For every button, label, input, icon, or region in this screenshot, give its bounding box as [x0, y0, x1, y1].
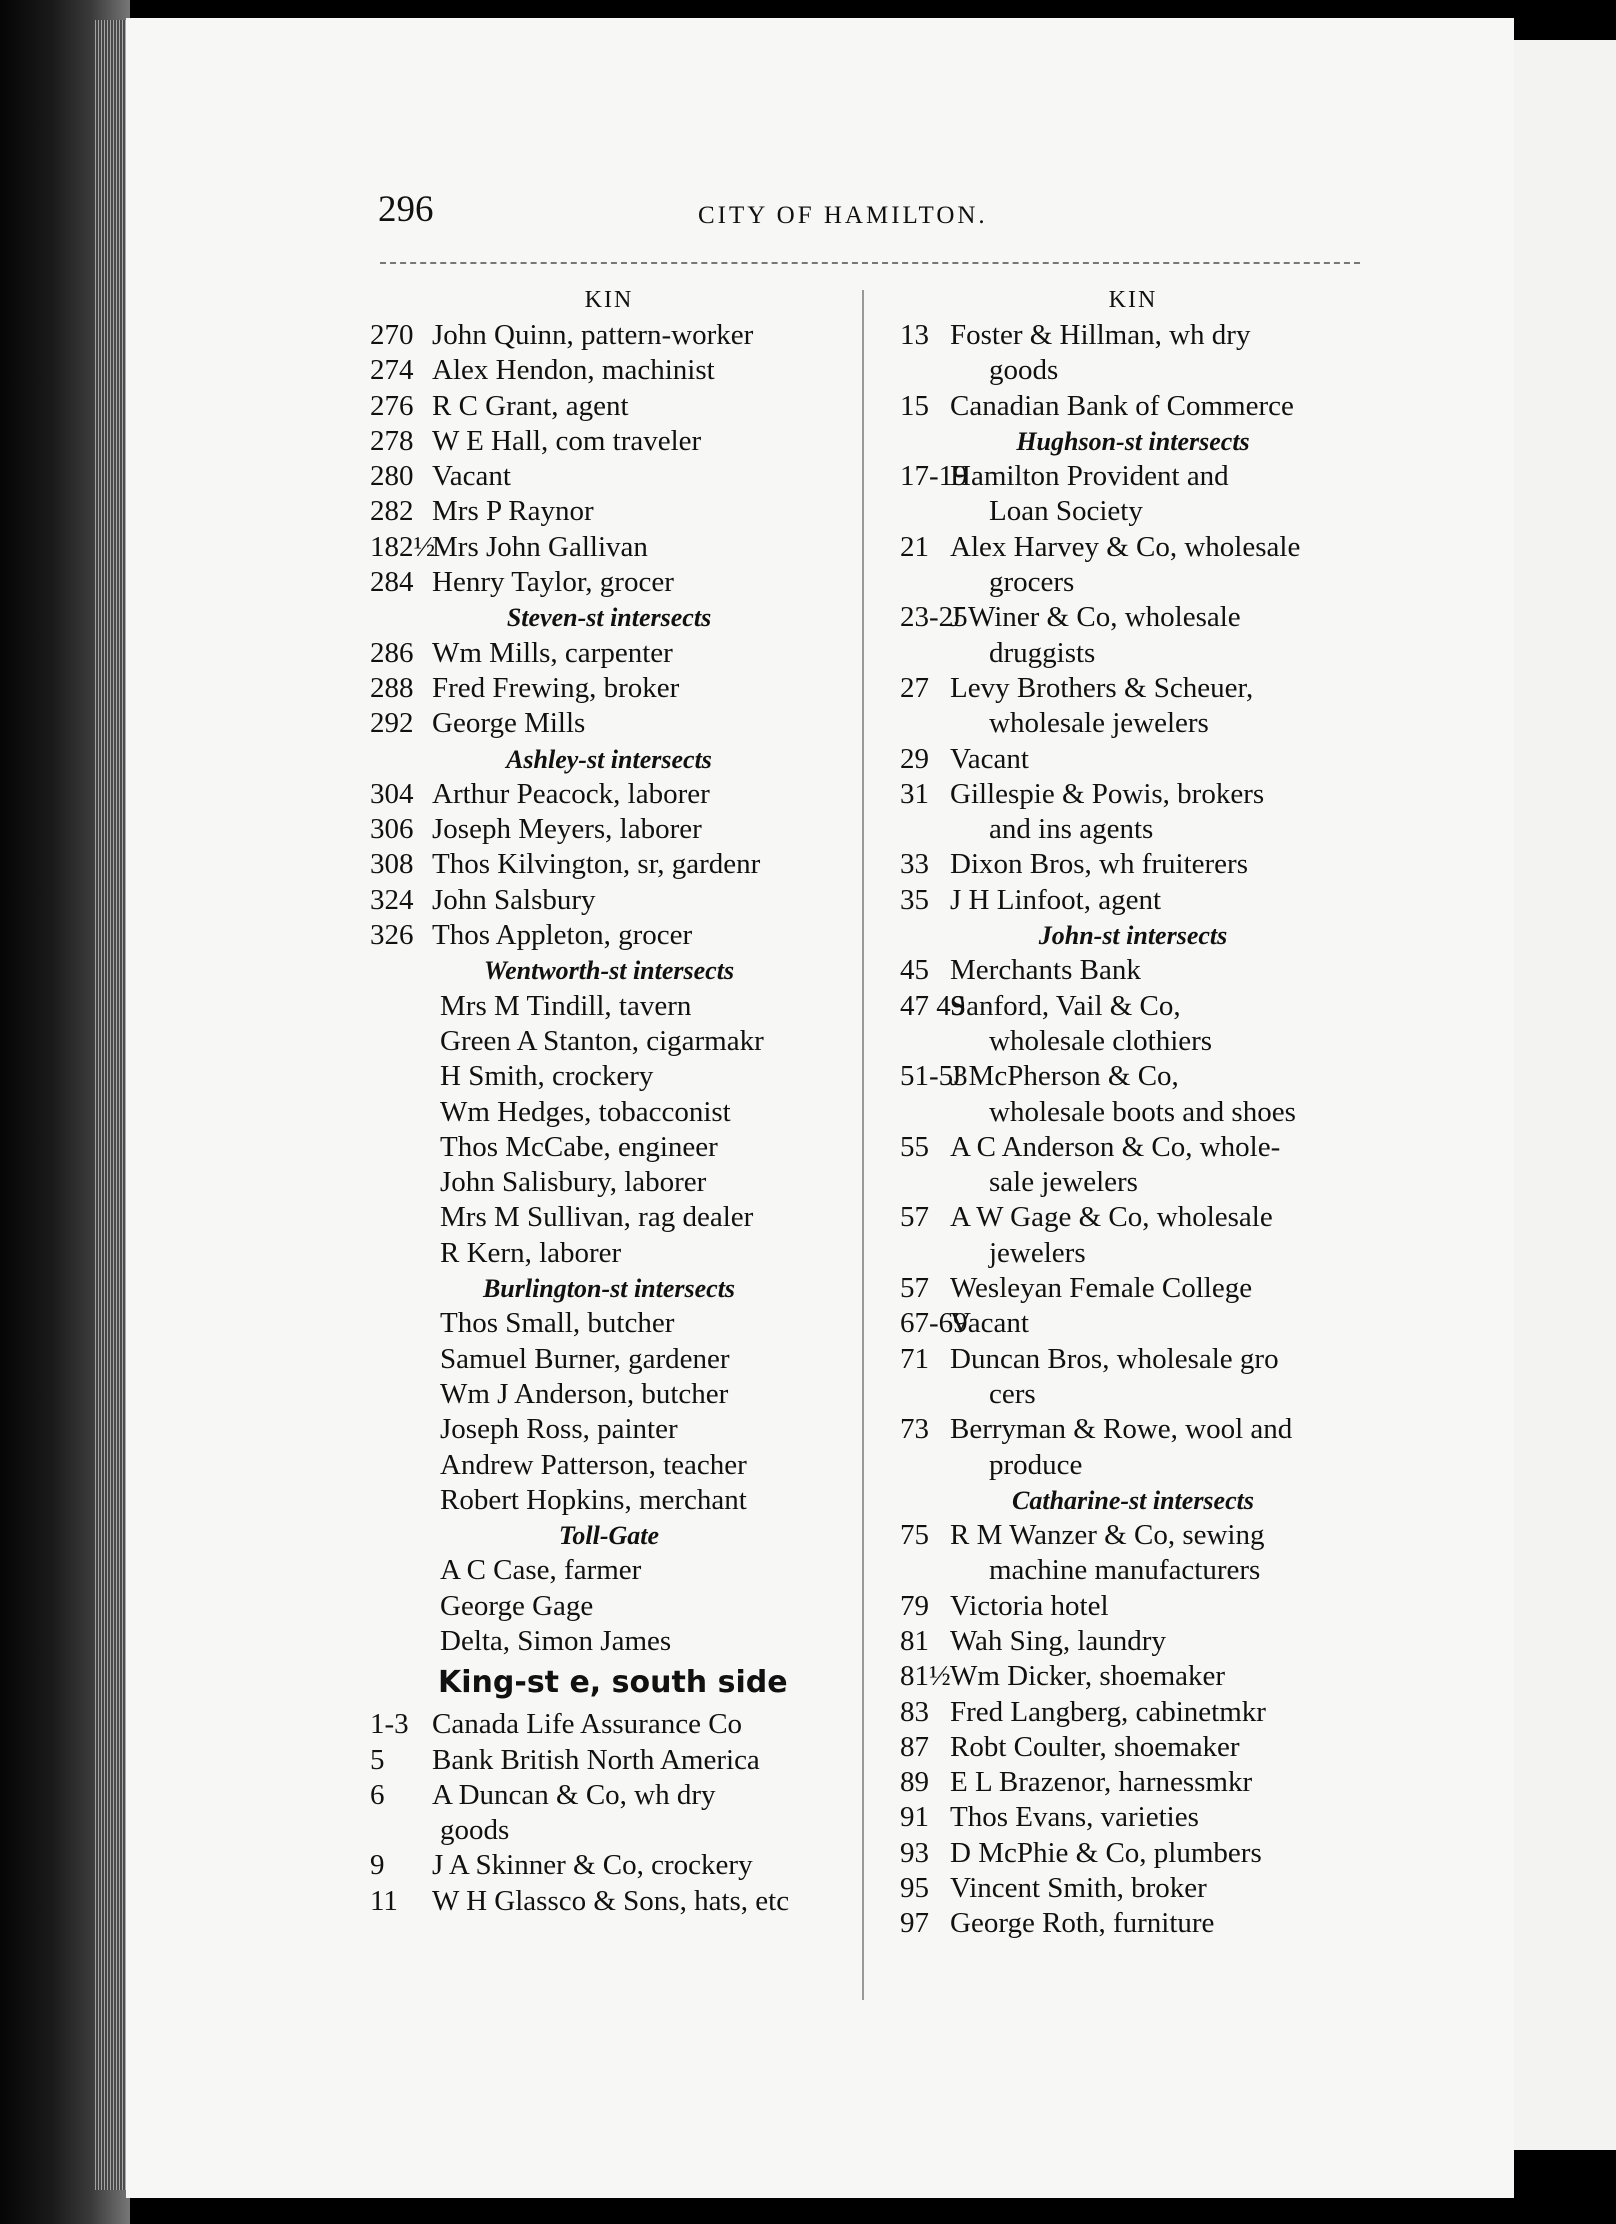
- directory-entry: [370, 318, 848, 353]
- street-number: 55: [900, 1130, 929, 1163]
- occupant-text: Arthur Peacock, laborer: [432, 777, 710, 810]
- facing-page-edge: [1510, 40, 1616, 2150]
- street-number: 33: [900, 848, 929, 881]
- street-number: 21: [900, 530, 929, 563]
- occupant-text: Canadian Bank of Commerce: [950, 389, 1294, 422]
- directory-entry: [370, 636, 848, 671]
- street-intersect-label: Toll-Gate: [558, 1521, 660, 1551]
- street-number: 81½: [900, 1660, 951, 1693]
- entry-continuation: sale jewelers: [989, 1166, 1138, 1199]
- occupant-text: Alex Hendon, machinist: [432, 354, 715, 387]
- directory-entry: [370, 1743, 848, 1778]
- street-number: 13: [900, 319, 929, 351]
- occupant-text: Merchants Bank: [950, 954, 1141, 987]
- directory-entry: [900, 777, 1366, 812]
- entry-continuation: goods: [440, 1814, 510, 1847]
- directory-entry: [370, 883, 848, 918]
- directory-entry: [900, 1130, 1366, 1165]
- occupant-text: A Duncan & Co, wh dry: [432, 1778, 716, 1811]
- directory-entry: Mrs M Sullivan, rag dealer: [440, 1201, 754, 1234]
- street-number: 6: [370, 1778, 385, 1811]
- occupant-text: Vacant: [950, 1307, 1029, 1340]
- occupant-text: Mrs P Raynor: [432, 495, 594, 528]
- street-number: 75: [900, 1519, 929, 1552]
- directory-entry: [900, 883, 1366, 918]
- street-number: 308: [370, 848, 414, 881]
- directory-entry: [900, 1800, 1366, 1835]
- street-intersect-label: Steven-st intersects: [506, 603, 712, 633]
- occupant-text: J A Skinner & Co, crockery: [432, 1849, 753, 1882]
- page-header: [378, 188, 1078, 238]
- occupant-text: Wm Mills, carpenter: [432, 636, 673, 669]
- occupant-text: John Quinn, pattern-worker: [432, 319, 754, 351]
- street-number: 282: [370, 495, 414, 528]
- left-column: [370, 282, 848, 1919]
- street-number: 45: [900, 954, 929, 987]
- directory-entry: [370, 530, 848, 565]
- directory-entry: [900, 1730, 1366, 1765]
- directory-entry: [900, 1765, 1366, 1800]
- page-number: 296: [378, 189, 434, 230]
- street-number: 11: [370, 1884, 398, 1917]
- directory-entry: [900, 1518, 1366, 1553]
- entry-continuation: jewelers: [989, 1236, 1086, 1269]
- street-number: 288: [370, 671, 414, 704]
- directory-entry: A C Case, farmer: [440, 1554, 642, 1587]
- section-heading: King-st e, south side: [438, 1665, 788, 1701]
- directory-entry: [370, 706, 848, 741]
- street-number: 326: [370, 919, 414, 952]
- occupant-text: Wesleyan Female College: [950, 1272, 1253, 1305]
- directory-entry: [370, 389, 848, 424]
- directory-entry: Delta, Simon James: [440, 1624, 672, 1657]
- directory-entry: [900, 671, 1366, 706]
- directory-entry: [900, 1624, 1366, 1659]
- directory-entry: Wm Hedges, tobacconist: [440, 1095, 731, 1128]
- directory-entry: George Gage: [440, 1589, 594, 1622]
- occupant-text: Foster & Hillman, wh dry: [950, 319, 1251, 351]
- street-number: 91: [900, 1801, 929, 1834]
- street-number: 71: [900, 1342, 929, 1375]
- directory-entry: Green A Stanton, cigarmakr: [440, 1024, 764, 1057]
- directory-entry: [900, 847, 1366, 882]
- street-number: 57: [900, 1272, 929, 1305]
- directory-entry: [370, 1778, 848, 1813]
- directory-entry: [900, 1271, 1366, 1306]
- directory-entry: [370, 1707, 848, 1742]
- occupant-text: Wm Dicker, shoemaker: [950, 1660, 1226, 1693]
- occupant-text: Mrs John Gallivan: [432, 530, 648, 563]
- directory-entry: [900, 1695, 1366, 1730]
- street-number: 83: [900, 1695, 929, 1728]
- street-number: 31: [900, 777, 929, 810]
- street-number: 286: [370, 636, 414, 669]
- directory-entry: Robert Hopkins, merchant: [440, 1483, 747, 1516]
- street-intersect-label: Catharine-st intersects: [1012, 1485, 1254, 1515]
- directory-entry: [370, 812, 848, 847]
- occupant-text: Vacant: [950, 742, 1029, 775]
- occupant-text: Victoria hotel: [950, 1589, 1109, 1622]
- directory-entry: [900, 1906, 1366, 1941]
- directory-entry: [370, 847, 848, 882]
- directory-entry: [370, 565, 848, 600]
- directory-entry: Thos Small, butcher: [440, 1307, 675, 1340]
- occupant-text: Hamilton Provident and: [950, 460, 1229, 493]
- occupant-text: John Salsbury: [432, 883, 596, 916]
- column-divider: [862, 290, 864, 2000]
- occupant-text: Henry Taylor, grocer: [432, 566, 674, 599]
- street-number: 27: [900, 671, 929, 704]
- entry-continuation: machine manufacturers: [989, 1554, 1261, 1587]
- street-number: 278: [370, 424, 414, 457]
- occupant-text: R C Grant, agent: [432, 389, 629, 422]
- street-number: 29: [900, 742, 929, 775]
- occupant-text: Canada Life Assurance Co: [432, 1708, 743, 1741]
- directory-entry: [900, 1059, 1366, 1094]
- street-number: 93: [900, 1836, 929, 1869]
- street-number: 89: [900, 1766, 929, 1799]
- directory-entry: Joseph Ross, painter: [440, 1413, 678, 1446]
- directory-entry: [900, 318, 1366, 353]
- directory-entry: [900, 1342, 1366, 1377]
- street-number: 23-25: [900, 601, 968, 634]
- occupant-text: Vacant: [432, 460, 511, 493]
- directory-entry: [900, 953, 1366, 988]
- entry-continuation: wholesale boots and shoes: [989, 1095, 1296, 1128]
- occupant-text: Alex Harvey & Co, wholesale: [950, 530, 1301, 563]
- street-intersect-label: Burlington-st intersects: [482, 1274, 736, 1304]
- occupant-text: Fred Langberg, cabinetmkr: [950, 1695, 1266, 1728]
- entry-continuation: grocers: [989, 566, 1075, 599]
- occupant-text: Joseph Meyers, laborer: [432, 813, 702, 846]
- directory-entry: [370, 459, 848, 494]
- occupant-text: George Mills: [432, 707, 586, 740]
- entry-continuation: wholesale clothiers: [989, 1024, 1213, 1057]
- street-number: 97: [900, 1907, 929, 1940]
- occupant-text: A W Gage & Co, wholesale: [950, 1201, 1273, 1234]
- street-number: 17-19: [900, 460, 968, 493]
- directory-entry: R Kern, laborer: [440, 1236, 622, 1269]
- entry-continuation: cers: [989, 1377, 1036, 1410]
- street-number: 57: [900, 1201, 929, 1234]
- directory-entry: [900, 1306, 1366, 1341]
- occupant-text: Robt Coulter, shoemaker: [950, 1730, 1240, 1763]
- right-column: [900, 282, 1366, 1942]
- directory-entry: Mrs M Tindill, tavern: [440, 989, 692, 1022]
- directory-entry: [900, 1871, 1366, 1906]
- directory-entry: [900, 1836, 1366, 1871]
- occupant-text: Levy Brothers & Scheuer,: [950, 671, 1254, 704]
- right-entries: [900, 318, 1366, 1942]
- occupant-text: Berryman & Rowe, wool and: [950, 1413, 1293, 1446]
- street-number: 292: [370, 707, 414, 740]
- occupant-text: Duncan Bros, wholesale gro: [950, 1342, 1279, 1375]
- directory-entry: [370, 1848, 848, 1883]
- street-number: 304: [370, 777, 414, 810]
- street-number: 51-53: [900, 1060, 968, 1093]
- directory-entry: Andrew Patterson, teacher: [440, 1448, 747, 1481]
- occupant-text: J McPherson & Co,: [950, 1060, 1179, 1093]
- street-intersect-label: Wentworth-st intersects: [483, 956, 735, 986]
- running-title: CITY OF HAMILTON.: [698, 202, 988, 229]
- occupant-text: Vincent Smith, broker: [950, 1872, 1207, 1905]
- street-intersect-label: Hughson-st intersects: [1016, 426, 1250, 456]
- directory-entry: [900, 459, 1366, 494]
- occupant-text: J H Linfoot, agent: [950, 883, 1162, 916]
- directory-entry: [900, 389, 1366, 424]
- street-number: 87: [900, 1730, 929, 1763]
- occupant-text: Thos Evans, varieties: [950, 1801, 1199, 1834]
- directory-entry: [900, 1659, 1366, 1694]
- directory-entry: Samuel Burner, gardener: [440, 1342, 730, 1375]
- street-number: 95: [900, 1872, 929, 1905]
- street-intersect-label: John-st intersects: [1038, 921, 1228, 951]
- occupant-text: Thos Appleton, grocer: [432, 919, 693, 952]
- occupant-text: Gillespie & Powis, brokers: [950, 777, 1265, 810]
- street-number: 182½: [370, 530, 436, 563]
- entry-continuation: produce: [989, 1448, 1083, 1481]
- occupant-text: J Winer & Co, wholesale: [950, 601, 1241, 634]
- entry-continuation: druggists: [989, 636, 1096, 669]
- entry-continuation: and ins agents: [989, 813, 1154, 846]
- street-number: 35: [900, 883, 929, 916]
- street-number: 324: [370, 883, 414, 916]
- directory-entry: [370, 777, 848, 812]
- occupant-text: Dixon Bros, wh fruiterers: [950, 848, 1249, 881]
- occupant-text: Fred Frewing, broker: [432, 671, 680, 704]
- street-number: 81: [900, 1624, 929, 1657]
- entry-continuation: Loan Society: [989, 495, 1143, 528]
- directory-entry: [900, 600, 1366, 635]
- directory-entry: Thos McCabe, engineer: [440, 1130, 718, 1163]
- directory-entry: [900, 989, 1366, 1024]
- left-entries: [370, 318, 848, 1919]
- directory-entry: [370, 1884, 848, 1919]
- directory-entry: [900, 1412, 1366, 1447]
- street-number: 306: [370, 813, 414, 846]
- directory-entry: H Smith, crockery: [440, 1060, 654, 1093]
- entry-continuation: wholesale jewelers: [989, 707, 1209, 740]
- street-number: 5: [370, 1743, 385, 1776]
- directory-entry: [370, 424, 848, 459]
- street-number: 1-3: [370, 1708, 409, 1741]
- directory-entry: Wm J Anderson, butcher: [440, 1377, 729, 1410]
- street-number: 274: [370, 354, 414, 387]
- occupant-text: W E Hall, com traveler: [432, 424, 702, 457]
- directory-entry: John Salisbury, laborer: [440, 1166, 707, 1199]
- occupant-text: George Roth, furniture: [950, 1907, 1215, 1940]
- occupant-text: Bank British North America: [432, 1743, 760, 1776]
- column-heading: KIN: [584, 287, 634, 313]
- street-number: 47 49: [900, 989, 966, 1022]
- occupant-text: Wah Sing, laundry: [950, 1624, 1166, 1657]
- street-number: 73: [900, 1413, 929, 1446]
- occupant-text: Thos Kilvington, sr, gardenr: [432, 848, 761, 881]
- occupant-text: R M Wanzer & Co, sewing: [950, 1519, 1265, 1552]
- directory-entry: [900, 1589, 1366, 1624]
- street-number: 9: [370, 1849, 385, 1882]
- directory-entry: [370, 918, 848, 953]
- header-rule: [380, 262, 1360, 264]
- occupant-text: D McPhie & Co, plumbers: [950, 1836, 1262, 1869]
- occupant-text: E L Brazenor, harnessmkr: [950, 1766, 1253, 1799]
- directory-entry: [370, 671, 848, 706]
- occupant-text: A C Anderson & Co, whole-: [950, 1130, 1281, 1163]
- street-number: 79: [900, 1589, 929, 1622]
- street-intersect-label: Ashley-st intersects: [506, 744, 712, 774]
- street-number: 284: [370, 566, 414, 599]
- occupant-text: W H Glassco & Sons, hats, etc: [432, 1884, 790, 1917]
- directory-entry: [900, 530, 1366, 565]
- entry-continuation: goods: [989, 354, 1059, 387]
- directory-entry: [900, 742, 1366, 777]
- street-number: 67-69: [900, 1307, 968, 1340]
- street-number: 15: [900, 389, 929, 422]
- directory-entry: [900, 1200, 1366, 1235]
- street-number: 270: [370, 319, 414, 351]
- street-number: 280: [370, 460, 414, 493]
- column-heading: KIN: [1108, 287, 1158, 313]
- street-number: 276: [370, 389, 414, 422]
- directory-entry: [370, 494, 848, 529]
- occupant-text: Sanford, Vail & Co,: [950, 989, 1181, 1022]
- directory-entry: [370, 353, 848, 388]
